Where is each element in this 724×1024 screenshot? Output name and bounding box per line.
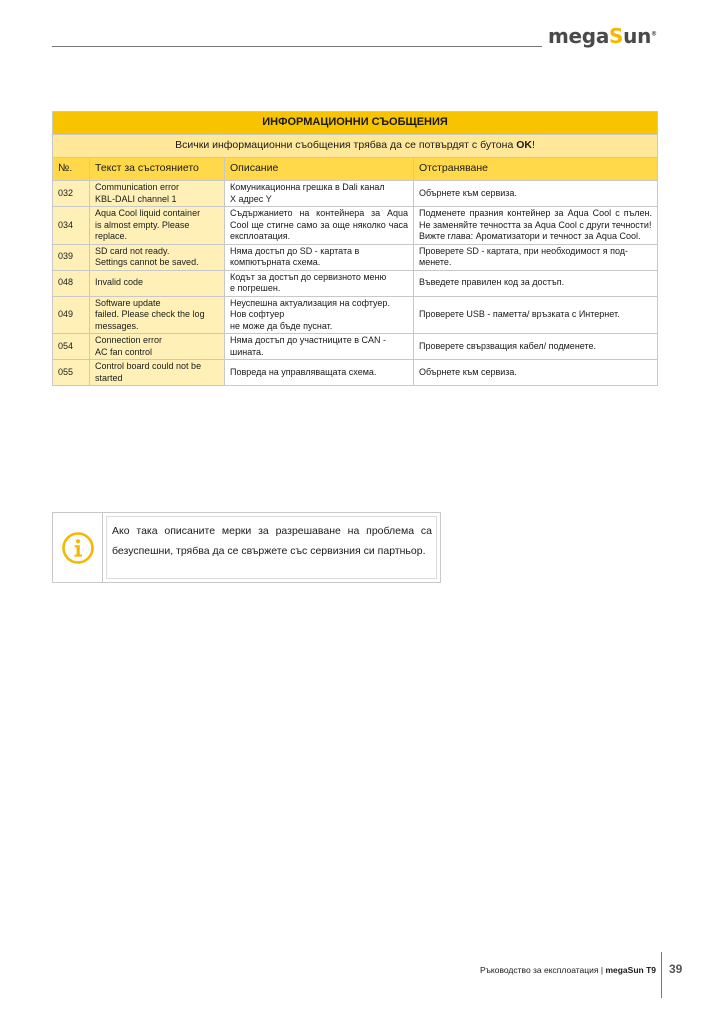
status-line: is almost empty. Please [95,219,190,230]
logo-prefix: mega [548,24,610,48]
remedy-line: Подменете празния контейнер за Aqua Cool с пълен. Не заменяйте течността за Aqua Cool с други течности! [419,208,653,230]
code-line: 049 [58,309,74,319]
status-line: replace. [95,231,128,241]
cell-description [225,360,414,386]
status-line: started [95,372,123,383]
table-title: ИНФОРМАЦИОННИ СЪОБЩЕНИЯ [53,112,658,135]
cell-status [90,270,225,296]
cell-status [90,207,225,245]
status-line: messages. [95,320,139,331]
cell-remedy [414,244,658,270]
cell-code [53,244,90,270]
status-line: Communication error [95,182,180,192]
description-line: Кодът за достъп до сервизното меню [230,271,387,282]
column-header-number: №. [53,158,90,181]
description-line: Неуспешна актуализация на софтуер. [230,297,390,308]
brand-logo [548,24,657,48]
code-line: 034 [58,219,74,230]
cell-status [90,296,225,334]
remedy-line: Въведете правилен код за достъп. [419,277,565,288]
cell-code [53,181,90,207]
code-line: 048 [58,277,74,288]
cell-code [53,207,90,245]
column-header-status: Текст за състоянието [90,158,225,181]
subtitle-end: ! [531,139,535,152]
description-line: не може да бъде пуснат. [230,320,333,331]
description-line: компютърната схема. [230,257,321,267]
column-header-remedy: Отстраняване [414,158,658,181]
footer-product: megaSun T9 [605,965,656,975]
ok-button-label: OK [516,139,532,152]
code-line: 054 [58,340,74,351]
remedy-line: Проверете SD - картата, при необходимост я под- [419,245,629,256]
cell-description [225,181,414,207]
table-row [53,244,658,270]
cell-code [53,360,90,386]
remedy-line: менете. [419,257,452,267]
cell-description [225,270,414,296]
status-line: SD card not ready. [95,245,170,256]
description-line: Нов софтуер [230,309,285,319]
footer-label [480,965,656,975]
status-line: Settings cannot be saved. [95,257,199,267]
footer-manual: Ръководство за експлоатация [479,965,599,975]
status-line: Connection error [95,335,163,345]
cell-remedy [414,270,658,296]
remedy-line: Обърнете към сервиза. [419,187,517,198]
table-subtitle [53,135,658,158]
cell-description [225,334,414,360]
column-header-description: Описание [225,158,414,181]
status-line: AC fan control [95,346,153,357]
header-rule [52,46,542,47]
cell-remedy [414,360,658,386]
info-icon [53,513,103,582]
status-line: Control board could not be [95,361,202,371]
remedy-line: Вижте глава: Ароматизатори и течност за Aqua Cool. [419,231,641,241]
footer-rule [661,952,662,998]
description-line: е погрешен. [230,283,281,293]
description-line: X адрес Y [230,193,272,204]
remedy-line: Обърнете към сервиза. [419,366,517,377]
cell-remedy [414,181,658,207]
page-number: 39 [669,962,683,976]
status-line: failed. Please check the log [95,309,205,319]
status-line: Aqua Cool liquid container [95,208,201,218]
cell-remedy [414,207,658,245]
cell-code [53,334,90,360]
cell-description [225,207,414,245]
cell-status [90,181,225,207]
cell-description [225,244,414,270]
logo-trademark: ® [651,30,657,38]
table-row [53,207,658,245]
cell-status [90,360,225,386]
notice-text: Ако така описаните мерки за разрешаване на проблема са безуспешни, трябва да се свържете със сервизния си партньор. [106,516,437,579]
description-line: Повреда на управляващата схема. [230,366,377,377]
table-row [53,270,658,296]
subtitle-text: Всички информационни съобщения трябва да се потвърдят с бутона [175,139,517,152]
cell-status [90,244,225,270]
description-line: Съдържанието на контейнера за Aqua Cool ще стигне само за още няколко часа експлоатация. [230,208,408,241]
cell-remedy [414,334,658,360]
cell-code [53,270,90,296]
cell-description [225,296,414,334]
status-line: Software update [95,297,161,308]
description-line: шината. [230,346,264,357]
code-line: 055 [58,366,74,377]
description-line: Комуникационна грешка в Dali канал [230,182,385,192]
logo-accent: S [609,24,624,48]
table-row [53,296,658,334]
cell-status [90,334,225,360]
description-line: Няма достъп до SD - картата в [230,245,360,256]
code-line: 032 [58,187,74,198]
description-line: Няма достъп до участниците в CAN - [230,335,387,345]
footer-separator: | [600,965,604,975]
cell-code [53,296,90,334]
table-row [53,334,658,360]
remedy-line: Проверете USB - паметта/ връзката с Интернет. [419,309,620,319]
table-row [53,360,658,386]
code-line: 039 [58,251,74,262]
logo-suffix: un [623,24,652,48]
cell-remedy [414,296,658,334]
info-notice [52,512,441,583]
info-messages-table [52,111,658,386]
remedy-line: Проверете свързващия кабел/ подменете. [419,340,597,351]
table-row [53,181,658,207]
status-line: KBL-DALI channel 1 [95,193,177,204]
status-line: Invalid code [95,277,144,288]
